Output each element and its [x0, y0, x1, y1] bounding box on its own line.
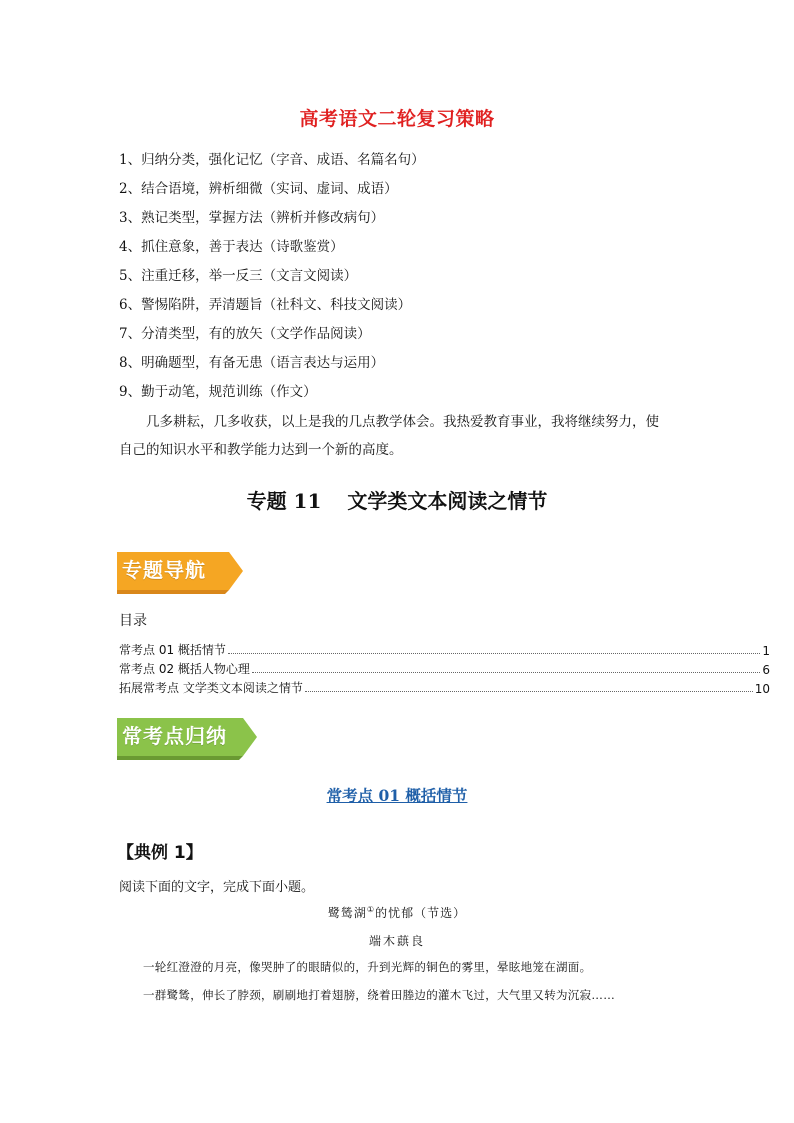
- toc-item-title: 常考点 02 概括人物心理: [119, 662, 250, 676]
- essay-author: 端木蕻良: [368, 934, 425, 948]
- toc-item-title: 常考点 01 概括情节: [119, 643, 226, 657]
- section-title-link[interactable]: 常考点 01 概括情节: [326, 786, 468, 805]
- strategy-item: 9、勤于动笔，规范训练（作文）: [119, 384, 317, 400]
- strategy-list: [119, 150, 425, 411]
- nav-banner: [117, 550, 245, 588]
- nav-banner-label: 专题导航: [122, 558, 206, 582]
- toc-leader: [305, 691, 753, 692]
- toc-leader: [252, 672, 760, 673]
- essay-title-rest: 的忧郁（节选）: [375, 906, 467, 920]
- topic-title: [0, 485, 794, 514]
- summary-banner: [117, 716, 259, 754]
- toc-item-page: 10: [754, 682, 770, 696]
- table-of-contents: [119, 639, 770, 696]
- closing-line: 几多耕耘，几多收获，以上是我的几点教学体会。我热爱教育事业，我将继续努力，使: [146, 414, 659, 430]
- toc-leader: [228, 653, 760, 654]
- strategy-item: 3、熟记类型，掌握方法（辨析并修改病句）: [119, 210, 385, 226]
- strategy-item: 5、注重迁移，举一反三（文言文阅读）: [119, 268, 358, 284]
- essay-title-main: 鹭鸶湖: [327, 906, 367, 920]
- closing-line: 自己的知识水平和教学能力达到一个新的高度。: [119, 442, 403, 458]
- toc-heading: 目录: [119, 613, 147, 629]
- toc-item-title: 拓展常考点 文学类文本阅读之情节: [119, 681, 303, 695]
- example-label: 【典例 1】: [117, 843, 203, 863]
- essay-title: [0, 904, 794, 921]
- topic-name: 文学类文本阅读之情节: [347, 489, 548, 513]
- page-heading: 高考语文二轮复习策略: [299, 108, 495, 130]
- toc-item-page: 1: [762, 644, 770, 658]
- strategy-item: 2、结合语境，辨析细微（实词、虚词、成语）: [119, 181, 398, 197]
- strategy-item: 6、警惕陷阱，弄清题旨（社科文、科技文阅读）: [119, 297, 412, 313]
- reading-instruction: 阅读下面的文字，完成下面小题。: [119, 880, 315, 895]
- essay-line: 一轮红澄澄的月亮，像哭肿了的眼睛似的，升到光辉的铜色的雾里，晕眩地笼在湖面。: [143, 960, 592, 974]
- toc-item[interactable]: [119, 677, 770, 696]
- summary-banner-label: 常考点归纳: [122, 724, 227, 748]
- strategy-item: 8、明确题型，有备无患（语言表达与运用）: [119, 355, 385, 371]
- toc-item-page: 6: [762, 663, 770, 677]
- strategy-item: 7、分清类型，有的放矢（文学作品阅读）: [119, 326, 371, 342]
- toc-item[interactable]: [119, 639, 770, 658]
- essay-footnote-mark: ①: [366, 905, 376, 914]
- strategy-item: 4、抓住意象，善于表达（诗歌鉴赏）: [119, 239, 344, 255]
- strategy-item: 1、归纳分类，强化记忆（字音、成语、名篇名句）: [119, 152, 425, 168]
- closing-paragraph: [119, 408, 679, 464]
- toc-item[interactable]: [119, 658, 770, 677]
- topic-number: 专题 11: [246, 489, 322, 513]
- essay-line: 一群鹭鸶，伸长了脖颈，刷刷地打着翅膀，绕着田塍边的灌木飞过，大气里又转为沉寂……: [143, 988, 615, 1002]
